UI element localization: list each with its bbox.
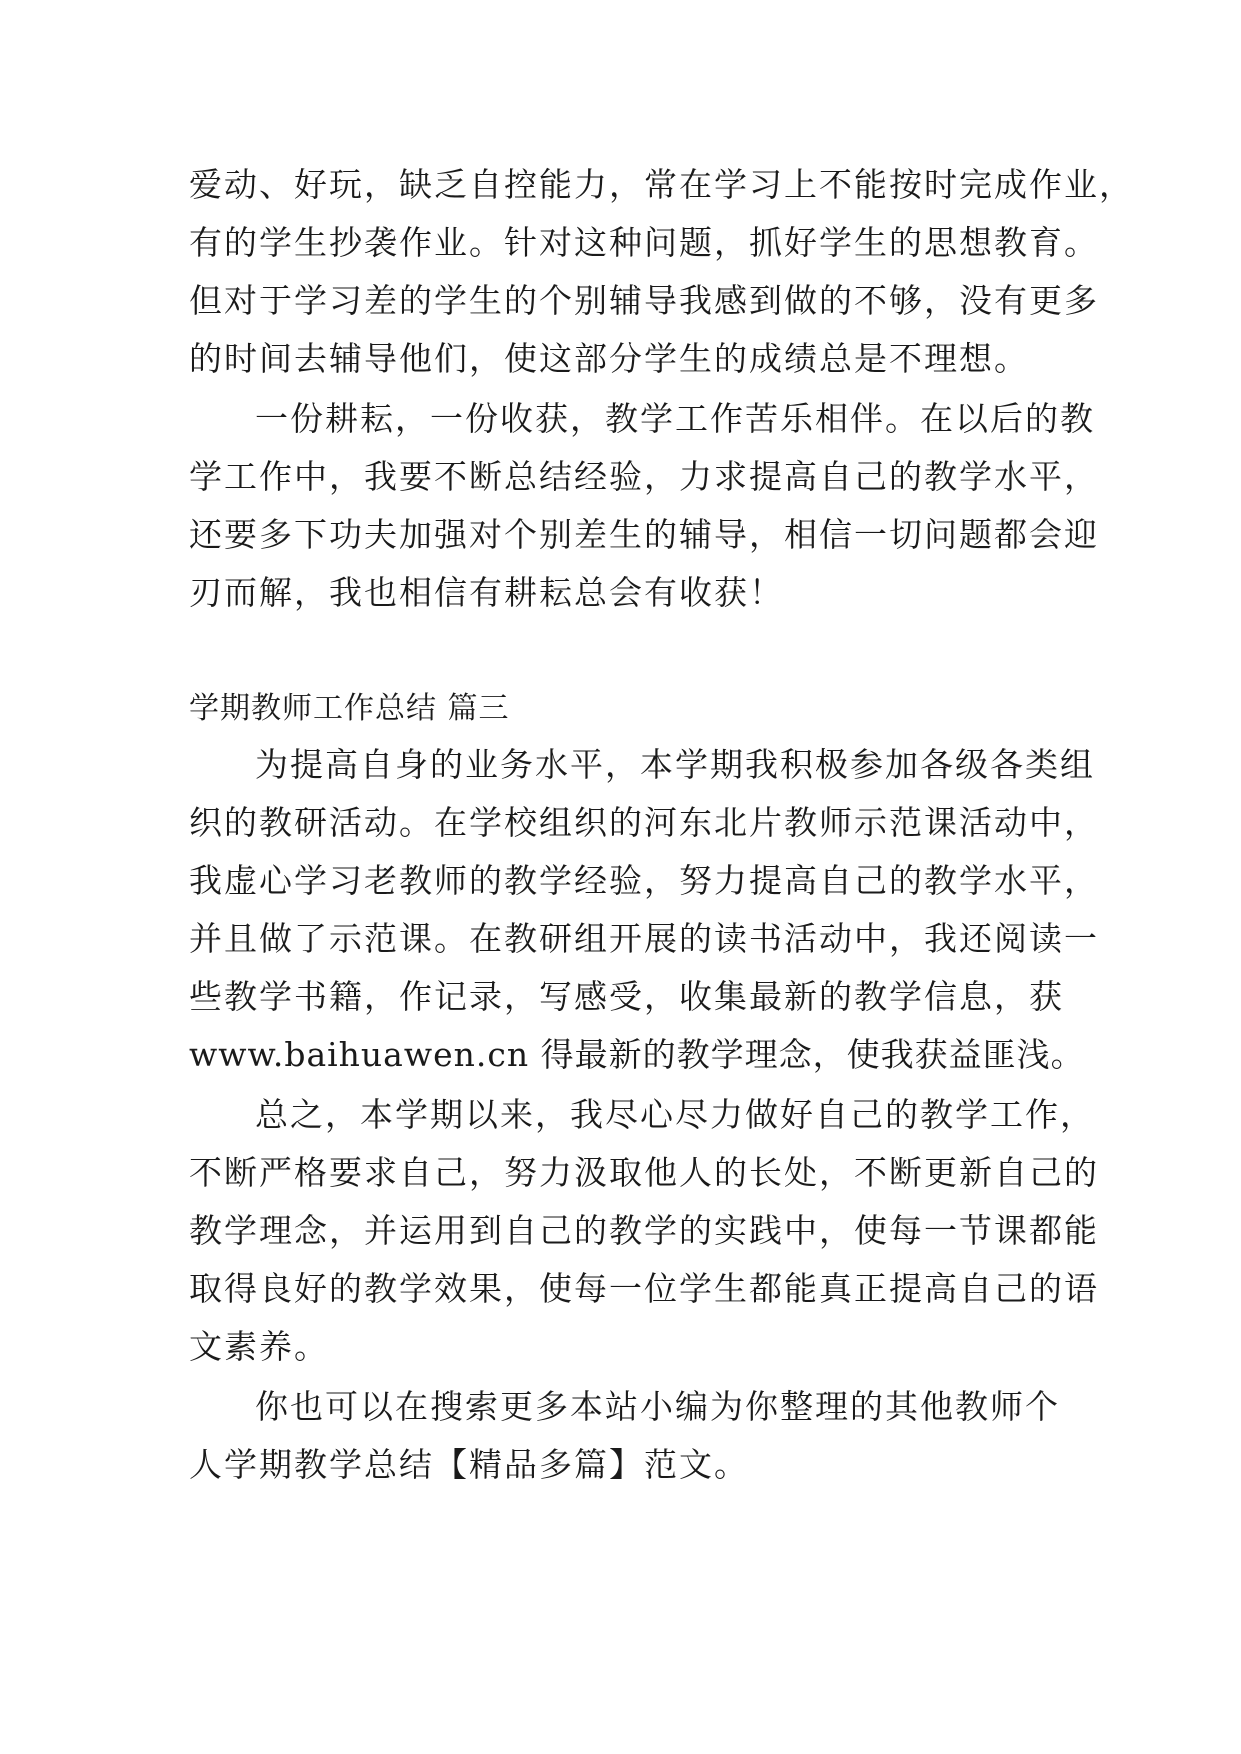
text-line-16: 总之，本学期以来，我尽心尽力做好自己的教学工作， — [255, 1095, 1095, 1134]
text-line-12: 我虚心学习老教师的教学经验，努力提高自己的教学水平， — [189, 861, 1099, 900]
text-line-6: 学工作中，我要不断总结经验，力求提高自己的教学水平， — [189, 457, 1099, 496]
text-line-18: 教学理念，并运用到自己的教学的实践中，使每一节课都能 — [189, 1211, 1099, 1250]
text-line-22: 人学期教学总结【精品多篇】范文。 — [189, 1445, 749, 1484]
text-line-4: 的时间去辅导他们，使这部分学生的成绩总是不理想。 — [189, 339, 1029, 378]
text-line-7: 还要多下功夫加强对个别差生的辅导，相信一切问题都会迎 — [189, 515, 1099, 554]
text-line-10: 为提高自身的业务水平，本学期我积极参加各级各类组 — [255, 745, 1095, 784]
text-line-13: 并且做了示范课。在教研组开展的读书活动中，我还阅读一 — [189, 919, 1099, 958]
text-line-3: 但对于学习差的学生的个别辅导我感到做的不够，没有更多 — [189, 281, 1099, 320]
text-line-15: www.baihuawen.cn 得最新的教学理念，使我获益匪浅。 — [189, 1035, 1085, 1074]
text-line-21: 你也可以在搜索更多本站小编为你整理的其他教师个 — [255, 1387, 1060, 1426]
text-line-11: 织的教研活动。在学校组织的河东北片教师示范课活动中， — [189, 803, 1099, 842]
text-line-1: 爱动、好玩，缺乏自控能力，常在学习上不能按时完成作业， — [189, 165, 1134, 204]
text-line-5: 一份耕耘，一份收获，教学工作苦乐相伴。在以后的教 — [255, 399, 1095, 438]
section-heading: 学期教师工作总结 篇三 — [189, 691, 510, 726]
text-line-14: 些教学书籍，作记录，写感受，收集最新的教学信息，获 — [189, 977, 1064, 1016]
text-line-8: 刃而解，我也相信有耕耘总会有收获！ — [189, 573, 784, 612]
text-line-20: 文素养。 — [189, 1327, 329, 1366]
text-line-19: 取得良好的教学效果，使每一位学生都能真正提高自己的语 — [189, 1269, 1099, 1308]
text-line-17: 不断严格要求自己，努力汲取他人的长处，不断更新自己的 — [189, 1153, 1099, 1192]
text-line-2: 有的学生抄袭作业。针对这种问题，抓好学生的思想教育。 — [189, 223, 1099, 262]
